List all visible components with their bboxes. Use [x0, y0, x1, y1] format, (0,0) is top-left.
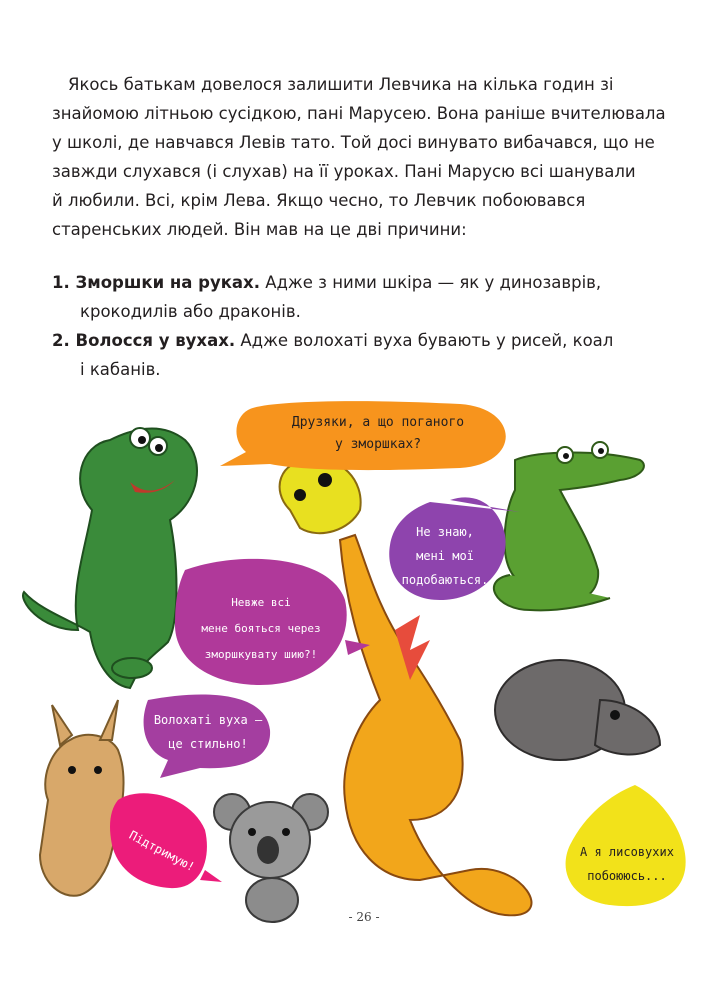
- paragraph-line: [52, 70, 692, 99]
- bubble-line: мене бояться через: [201, 622, 321, 635]
- bubble-line: А я лисовухих: [580, 845, 674, 859]
- bubble-line: мені мої: [416, 549, 474, 563]
- reason-title: 2. Волосся у вухах.: [52, 331, 236, 350]
- bubble-line: це стильно!: [168, 737, 248, 751]
- paragraph-line: старенських людей. Він мав на це дві причини:: [52, 220, 467, 239]
- reason-item: [52, 268, 692, 326]
- reasons-list: [52, 268, 692, 384]
- bubble-magenta-dragon-text: [176, 590, 346, 668]
- reason-title: 1. Зморшки на руках.: [52, 273, 260, 292]
- crocodile-illustration: [494, 442, 644, 610]
- paragraph-line: й любили. Всі, крім Лева. Якщо чесно, то Левчик побоювався: [52, 191, 586, 210]
- page-number: - 26 -: [348, 910, 380, 924]
- bubble-orange-text: [258, 412, 498, 456]
- bubble-line: побоююсь...: [587, 869, 667, 883]
- bubble-yellow-boar-text: [568, 840, 686, 888]
- reason-text: Адже волохаті вуха бувають у рисей, коал: [235, 331, 614, 350]
- bubble-line: Волохаті вуха —: [153, 713, 263, 727]
- paragraph-line: завжди слухався (і слухав) на її уроках. Пані Марусю всі шанували: [52, 162, 636, 181]
- bubble-line: подобаються.: [401, 573, 489, 587]
- reason-item: [52, 326, 692, 384]
- paragraph-line-text: Якось батькам довелося залишити Левчика на кілька годин зі: [68, 75, 614, 94]
- koala-illustration: [214, 794, 328, 922]
- story-paragraph: [52, 70, 692, 244]
- paragraph-line: у школі, де навчався Левів тато. Той досі винувато вибачався, що не: [52, 133, 655, 152]
- bubble-purple-croc-text: [392, 520, 498, 592]
- lynx-illustration: [40, 700, 124, 896]
- boar-illustration: [495, 660, 660, 772]
- reason-text: і кабанів.: [80, 360, 161, 379]
- bubble-line: у зморшках?: [334, 437, 422, 452]
- paragraph-line: знайомою літньою сусідкою, пані Марусею. Вона раніше вчителювала: [52, 104, 666, 123]
- dinosaur-illustration: [23, 428, 197, 688]
- bubble-line: Підтримую!: [126, 827, 198, 875]
- reason-text: Адже з ними шкіра — як у динозаврів,: [259, 273, 602, 292]
- bubble-line: Невже всі: [231, 596, 291, 609]
- bubble-line: Друзяки, а що поганого: [291, 415, 465, 430]
- bubble-line: зморшкувату шию?!: [204, 648, 318, 661]
- bubble-purple-lynx-text: [145, 708, 271, 756]
- bubble-line: Не знаю,: [416, 525, 474, 539]
- reason-text: крокодилів або драконів.: [80, 302, 301, 321]
